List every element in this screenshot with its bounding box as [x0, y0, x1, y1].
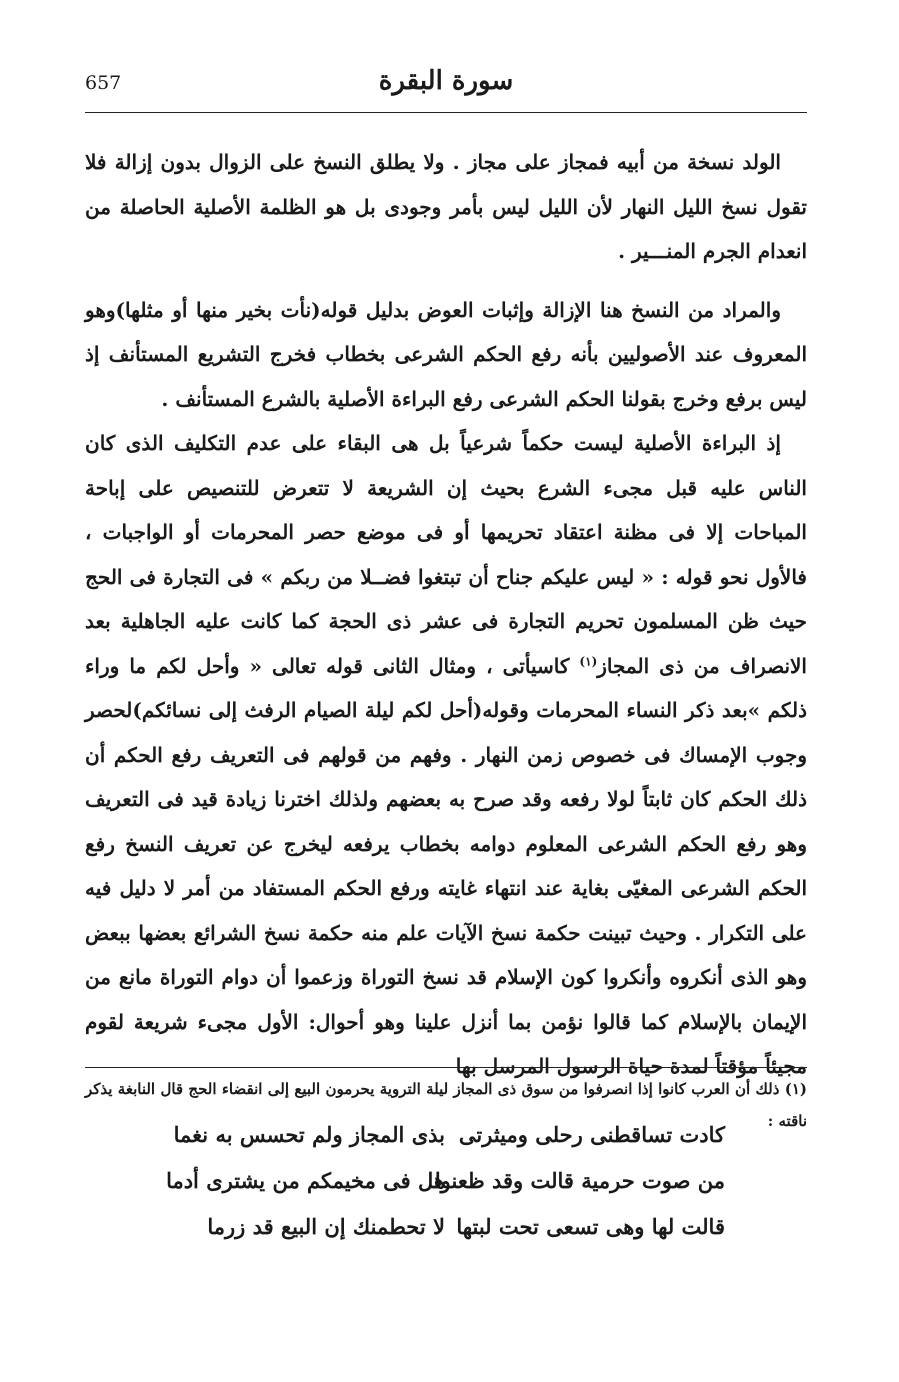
page-header — [85, 62, 807, 113]
paragraph-1: الولد نسخة من أبيه فمجاز على مجاز . ولا يطلق النسخ على الزوال بدون إزالة فلا تقول نسخ الليل النهار لأن الليل ليس بأمر وجودى بل هو الظلمة الأصلية الحاصلة من انعدام الجرم المنـــير . — [85, 150, 807, 263]
verse-first-hemistich: قالت لها وهى تسعى تحت لبتها — [456, 1214, 725, 1239]
verse-second-hemistich: لا تحطمنك إن البيع قد زرما — [207, 1214, 445, 1239]
footnote-divider — [85, 1067, 807, 1068]
paragraph-3-part-1: إذ البراءة الأصلية ليست حكماً شرعياً بل هى البقاء على عدم التكليف الذى كان الناس عليه قبل مجىء الشرع بحيث إن الشريعة لا تتعرض للتنصيص على إباحة المباحات إلا فى مظنة اعتقاد تحريمها أو فى موضع حصر المحرمات أو الواجبات ، فالأول نحو قوله : « ليس عليكم جناح أن تبتغوا فضــلا من ربكم » فى التجارة فى الحج حيث ظن المسلمون تحريم التجارة فى عشر ذى الحجة كما كانت عليه الجاهلية بعد الانصراف من ذى المجاز — [85, 431, 807, 678]
main-text — [85, 140, 807, 1089]
poem-verse — [185, 1204, 725, 1250]
verse-first-hemistich: من صوت حرمية قالت وقد ظعنوا — [434, 1168, 725, 1193]
paragraph-2: والمراد من النسخ هنا الإزالة وإثبات العوض بدليل قوله(نأت بخير منها أو مثلها)وهو المعروف عند الأصوليين بأنه رفع الحكم الشرعى بخطاب فخرج التشريع المستأنف إذ ليس برفع وخرج بقولنا الحكم الشرعى رفع البراءة الأصلية بالشرع المستأنف . — [85, 297, 808, 411]
paragraph-3 — [85, 421, 807, 1089]
verse-second-hemistich: بذى المجاز ولم تحسس به نغما — [173, 1122, 445, 1147]
footnote-text: (١) ذلك أن العرب كانوا إذا انصرفوا من سوق ذى المجاز ليلة التروية يحرمون البيع إلى انقضاء الحج قال النابغة يذكر ناقته : — [85, 1080, 807, 1130]
paragraph-3-part-2: كاسيأتى ، ومثال الثانى قوله تعالى « وأحل لكم ما وراء ذلكم »بعد ذكر النساء المحرمات وقوله(أحل لكم ليلة الصيام الرفث إلى نسائكم)لحصر وجوب الإمساك فى خصوص زمن النهار . وفهم من قولهم فى التعريف رفع الحكم أن ذلك الحكم كان ثابتاً لولا رفعه وقد صرح به بعضهم ولذلك اخترنا زيادة قيد فى التعريف وهو رفع الحكم الشرعى المعلوم دوامه بخطاب يرفعه ليخرج عن تعريف النسخ رفع الحكم الشرعى المغيّى بغاية عند انتهاء غايته ورفع الحكم المستفاد من أمر لا دليل فيه على التكرار . وحيث تبينت حكمة نسخ الآيات علم منه حكمة نسخ الشرائع بعضها ببعض وهو الذى أنكروه وأنكروا كون الإسلام قد نسخ التوراة وزعموا أن دوام التوراة مانع من الإيمان بالإسلام كما قالوا نؤمن بما أنزل علينا وهو أحوال: الأول مجىء شريعة لقوم مجيئاً مؤقتاً لمدة حياة الرسول المرسل بها — [85, 653, 807, 1078]
page-number: 657 — [85, 72, 122, 94]
poem-verse — [173, 1112, 725, 1158]
poem — [166, 1112, 725, 1250]
verse-second-hemistich: هل فى مخيمكم من يشترى أدما — [166, 1168, 445, 1193]
verse-first-hemistich: كادت تساقطنى رحلى وميثرتى — [458, 1122, 725, 1147]
poem-verse — [166, 1158, 725, 1204]
footnote-reference: (١) — [579, 653, 598, 668]
surah-title: سورة البقرة — [378, 66, 514, 96]
